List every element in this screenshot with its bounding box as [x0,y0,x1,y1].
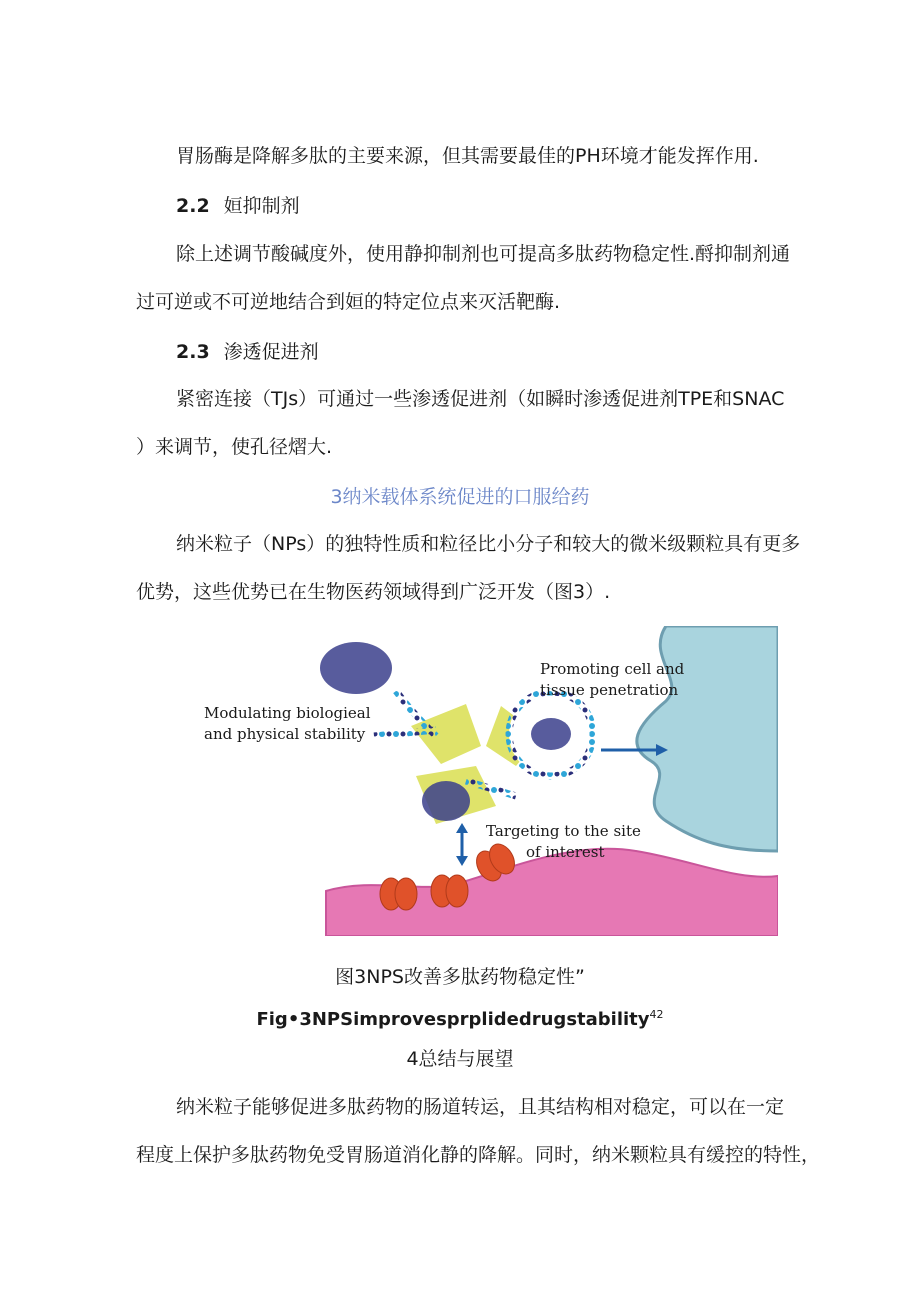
heading-title: 渗透促进剂 [223,341,319,363]
paragraph-summary-line1: 纳米粒子能够促进多肽药物的肠道转运，且其结构相对稳定，可以在一定 [176,1096,785,1118]
section-4-heading: 4总结与展望 [406,1048,514,1070]
paragraph-summary-line2: 程度上保护多肽药物免受胃肠道消化静的降解。同时，纳米颗粒具有缓控的特性， [136,1144,821,1166]
figure-reference: 42 [649,1008,664,1021]
paragraph-nps-line1: 纳米粒子（NPs）的独特性质和粒径比小分子和较大的微米级颗粒具有更多 [176,533,801,555]
figure-caption-en [0,1008,920,1030]
figure-nanoparticle-diagram [196,626,778,936]
protein-cluster [531,718,571,750]
heading-number: 2.2 [176,195,210,217]
label-stability-line1: Modulating biologieal [204,704,371,722]
targeting-arrowhead-down [456,856,468,866]
section-3-heading: 3纳米载体系统促进的口服给药 [330,486,590,508]
label-stability-line2: and physical stability [204,725,366,743]
heading-number: 2.3 [176,341,210,363]
paragraph-enhancer-line2: ）来调节，使孔径熠大. [136,436,333,458]
paragraph-inhibitor-line1: 除上述调节酸碱度外，使用静抑制剂也可提高多肽药物稳定性.酹抑制剂通 [176,243,791,265]
label-penetration-line2: tissue penetration [540,681,679,699]
figure-caption-cn: 图3NPS改善多肽药物稳定性” [335,966,585,988]
targeting-arrowhead-up [456,823,468,833]
label-targeting-line1: Targeting to the site [486,822,641,840]
heading-title: 姮抑制剂 [223,195,300,217]
label-targeting-line2: of interest [526,843,605,861]
heading-2-2 [176,193,300,219]
label-penetration-line1: Promoting cell and [540,660,685,678]
paragraph-nps-line2: 优势，这些优势已在生物医药领域得到广泛开发（图3）. [136,581,611,603]
paragraph-inhibitor-line2: 过可逆或不可逆地结合到姮的特定位点来灭活靶酶. [136,291,561,313]
figure-caption-en-text: Fig•3NPSimprovesprplidedrugstability [256,1009,650,1030]
protein-cluster [422,781,470,821]
paragraph-enhancer-line1: 紧密连接（TJs）可通过一些渗透促进剂（如瞬时渗透促进剂TPE和SNAC [176,388,785,410]
protein-cluster [320,642,392,694]
paragraph-enzymes: 胃肠酶是降解多肽的主要来源，但其需要最佳的PH环境才能发挥作用. [176,145,759,167]
heading-2-3 [176,339,319,365]
